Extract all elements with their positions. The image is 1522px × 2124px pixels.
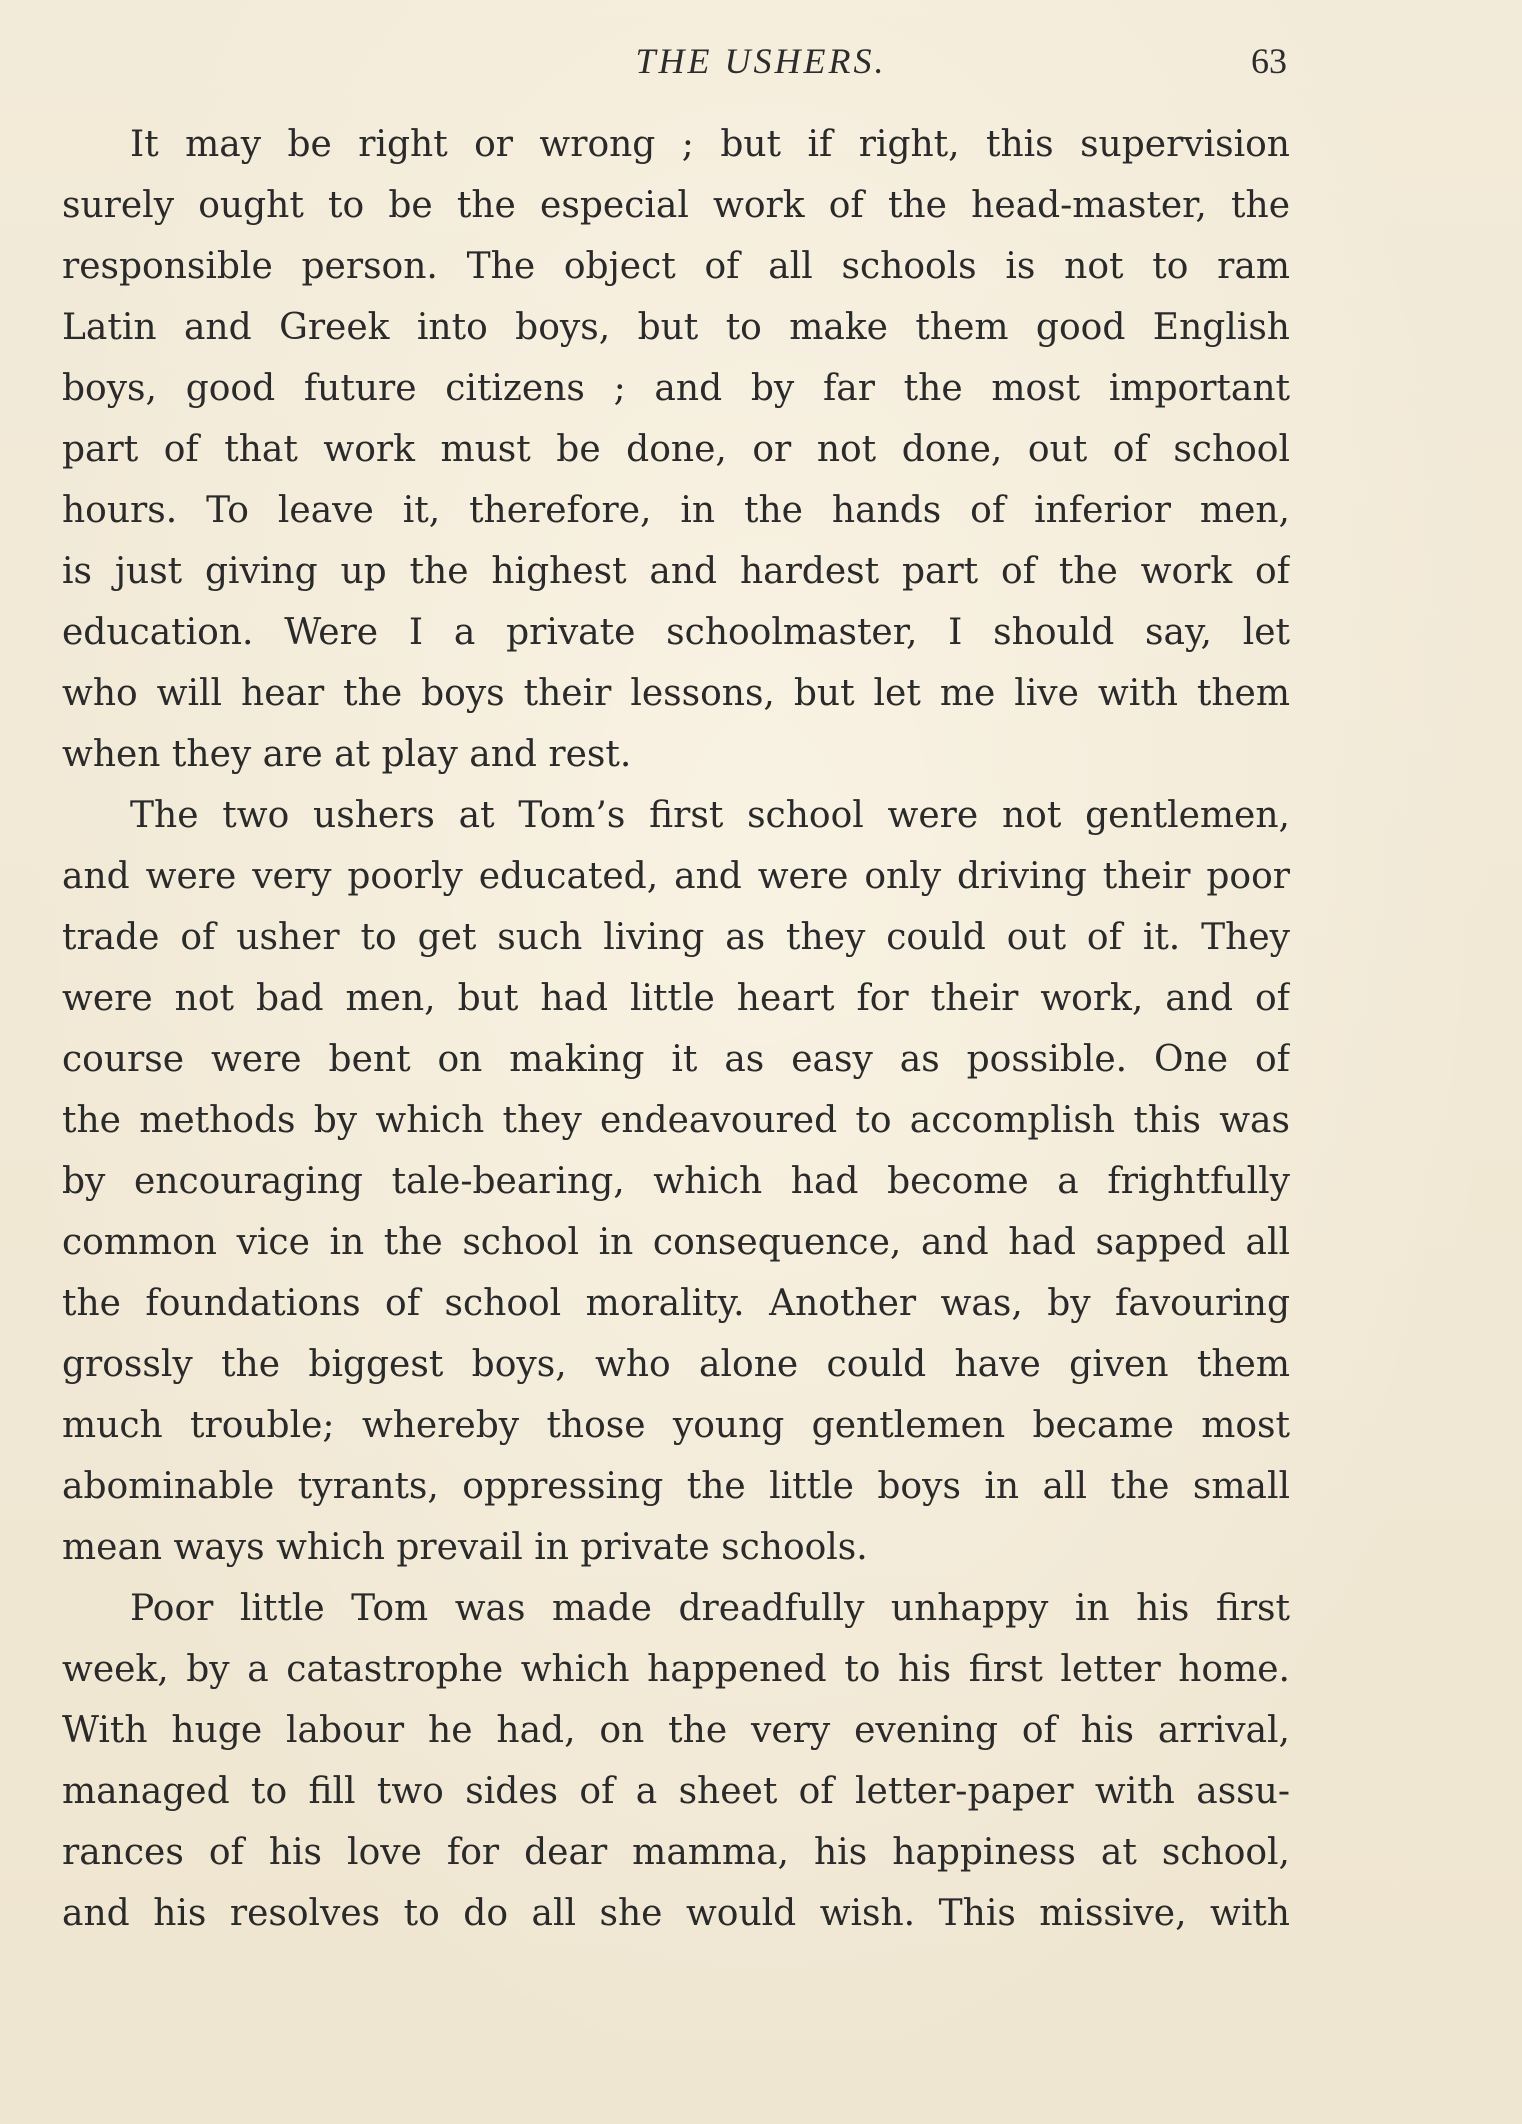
text-line: were not bad men, but had little heart for their work, and of (62, 978, 1290, 1019)
text-line: hours. To leave it, therefore, in the hands of inferior men, (62, 490, 1290, 531)
text-line: who will hear the boys their lessons, but let me live with them (62, 673, 1290, 714)
text-line: Poor little Tom was made dreadfully unhappy in his first (130, 1588, 1290, 1629)
text-line: grossly the biggest boys, who alone could have given them (62, 1344, 1290, 1385)
text-line: week, by a catastrophe which happened to his first letter home. (62, 1649, 1290, 1690)
body-text (62, 114, 1290, 1944)
text-line: rances of his love for dear mamma, his happiness at school, (62, 1832, 1290, 1873)
text-line: much trouble; whereby those young gentlemen became most (62, 1405, 1290, 1446)
running-head (0, 36, 1522, 86)
text-line: and his resolves to do all she would wish. This missive, with (62, 1893, 1290, 1934)
text-line: by encouraging tale-bearing, which had become a frightfully (62, 1161, 1290, 1202)
text-line: mean ways which prevail in private schools. (62, 1527, 868, 1568)
text-line: managed to fill two sides of a sheet of letter-paper with assu- (62, 1771, 1290, 1812)
text-line: course were bent on making it as easy as possible. One of (62, 1039, 1290, 1080)
running-title: THE USHERS. (635, 41, 887, 81)
paragraph-1 (62, 114, 1290, 785)
page-number: 63 (1251, 41, 1287, 81)
text-line: responsible person. The object of all schools is not to ram (62, 246, 1290, 287)
text-line: part of that work must be done, or not done, out of school (62, 429, 1290, 470)
text-line: the methods by which they endeavoured to accomplish this was (62, 1100, 1290, 1141)
paragraph-3 (62, 1578, 1290, 1944)
text-line: education. Were I a private schoolmaster, I should say, let (62, 612, 1290, 653)
text-line: common vice in the school in consequence, and had sapped all (62, 1222, 1290, 1263)
text-line: surely ought to be the especial work of the head-master, the (62, 185, 1290, 226)
text-line: With huge labour he had, on the very evening of his arrival, (62, 1710, 1290, 1751)
text-line: is just giving up the highest and hardest part of the work of (62, 551, 1290, 592)
text-line: boys, good future citizens ; and by far the most important (62, 368, 1290, 409)
text-line: trade of usher to get such living as they could out of it. They (62, 917, 1290, 958)
text-line: It may be right or wrong ; but if right, this supervision (130, 124, 1290, 165)
paragraph-2 (62, 785, 1290, 1578)
text-line: The two ushers at Tom’s first school were not gentlemen, (130, 795, 1290, 836)
text-line: and were very poorly educated, and were only driving their poor (62, 856, 1290, 897)
text-line: Latin and Greek into boys, but to make them good English (62, 307, 1290, 348)
text-line: the foundations of school morality. Another was, by favouring (62, 1283, 1290, 1324)
text-line: abominable tyrants, oppressing the little boys in all the small (62, 1466, 1290, 1507)
text-line: when they are at play and rest. (62, 734, 632, 775)
